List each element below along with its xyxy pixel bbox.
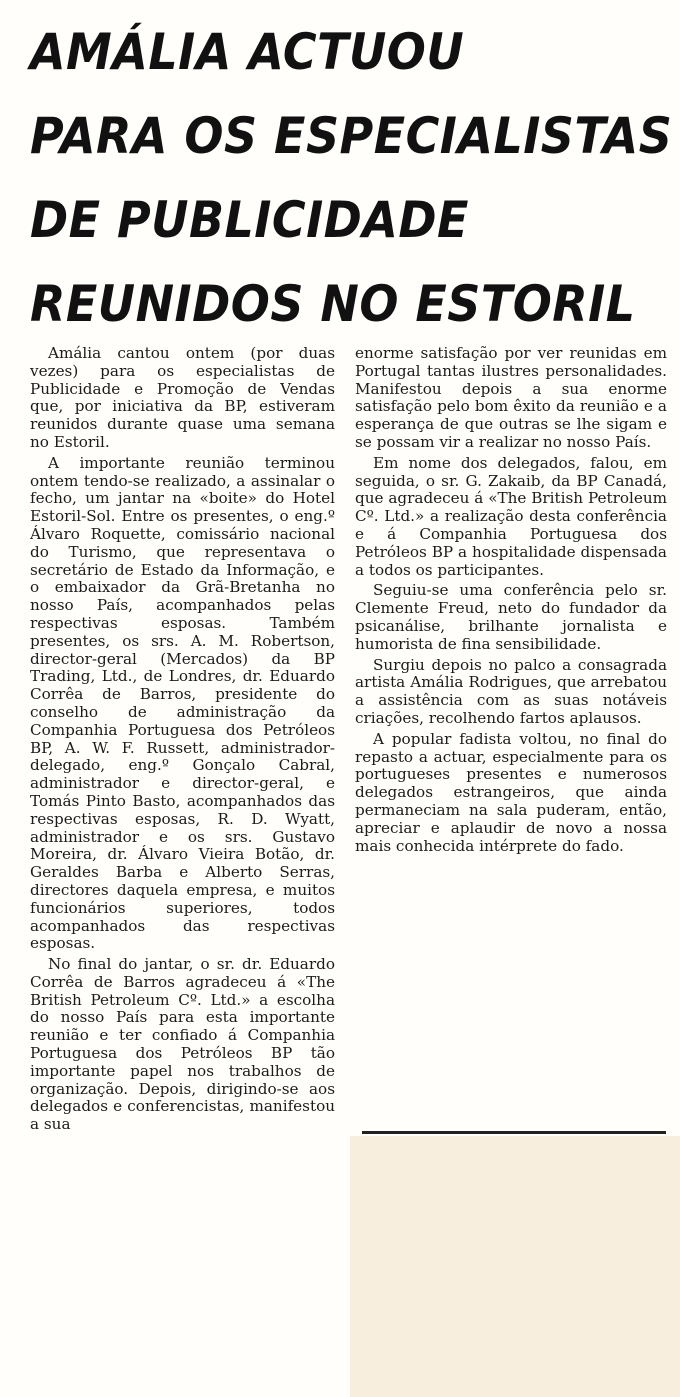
paragraph-intro: Amália cantou ontem (por duas vezes) para os especialistas de Publicidade e Promoção de Vendas que, por iniciativa da BP, estiveram reunidos durante quase uma semana no Estoril. bbox=[30, 344, 335, 451]
article-column-left bbox=[30, 345, 335, 1137]
headline-line-4: REUNIDOS NO ESTORIL bbox=[30, 275, 636, 333]
article-column-right bbox=[355, 345, 667, 858]
paragraph-delegates: Em nome dos delegados, falou, em seguida, o sr. G. Zakaib, da BP Canadá, que agradeceu á «The British Petroleum Cº. Ltd.» a realização desta conferência e á Companhia Portuguesa dos Petróleos BP a hospitalidade dispensada a todos os participantes. bbox=[355, 453, 667, 579]
headline bbox=[30, 10, 673, 346]
paragraph-conference: Seguiu-se uma conferência pelo sr. Clemente Freud, neto do fundador da psicanálise, brilhante jornalista e humorista de fina sensibilidade. bbox=[355, 581, 667, 653]
paragraph-dinner-guests: A importante reunião terminou ontem tendo-se realizado, a assinalar o fecho, um jantar na «boite» do Hotel Estoril-Sol. Entre os presentes, o eng.º Álvaro Roquette, comissário nacional do Turismo, que representava o secretário de Estado da Informação, e o embaixador da Grã-Bretanha no nosso País, acompanhados pelas respectivas esposas. Também presentes, os srs. A. M. Robertson, director-geral (Mercados) da BP Trading, Ltd., de Londres, dr. Eduardo Corrêa de Barros, presidente do conselho de administração da Companhia Portuguesa dos Petróleos BP, A. W. F. Russett, administrador-delegado, eng.º Gonçalo Cabral, administrador e director-geral, e Tomás Pinto Basto, acompanhados das respectivas esposas, R. D. Wyatt, administrador e os srs. Gustavo Moreira, dr. Álvaro Vieira Botão, dr. Geraldes Barba e Alberto Serras, directores daquela empresa, e muitos funcionários superiores, todos acompanhados das respectivas esposas. bbox=[30, 453, 335, 953]
headline-line-1: AMÁLIA ACTUOU bbox=[30, 23, 465, 81]
paragraph-amalia-performance: Surgiu depois no palco a consagrada artista Amália Rodrigues, que arrebatou a assistência com as suas notáveis criações, recolhendo fartos aplausos. bbox=[355, 655, 667, 727]
paragraph-closing: A popular fadista voltou, no final do repasto a actuar, especialmente para os portugueses presentes e numerosos delegados estrangeiros, que ainda permaneciam na sala puderam, então, apreciar e aplaudir de novo a nossa mais conhecida intérprete do fado. bbox=[355, 729, 667, 855]
paragraph-speech: No final do jantar, o sr. dr. Eduardo Corrêa de Barros agradeceu á «The British Petroleum Cº. Ltd.» a escolha do nosso País para esta importante reunião e ter confiado á Companhia Portuguesa dos Petróleos BP tão importante papel nos trabalhos de organização. Depois, dirigindo-se aos delegados e conferencistas, manifestou a sua bbox=[30, 955, 335, 1134]
aged-paper-area bbox=[350, 1136, 680, 1397]
headline-line-2: PARA OS ESPECIALISTAS bbox=[30, 107, 673, 165]
article-end-rule bbox=[362, 1131, 666, 1134]
headline-line-3: DE PUBLICIDADE bbox=[30, 191, 469, 249]
paragraph-speech-continued: enorme satisfação por ver reunidas em Portugal tantas ilustres personalidades. Manifestou depois a sua enorme satisfação pelo bom êxito da reunião e a esperança de que outras se lhe sigam e se possam vir a realizar no nosso País. bbox=[355, 344, 667, 451]
